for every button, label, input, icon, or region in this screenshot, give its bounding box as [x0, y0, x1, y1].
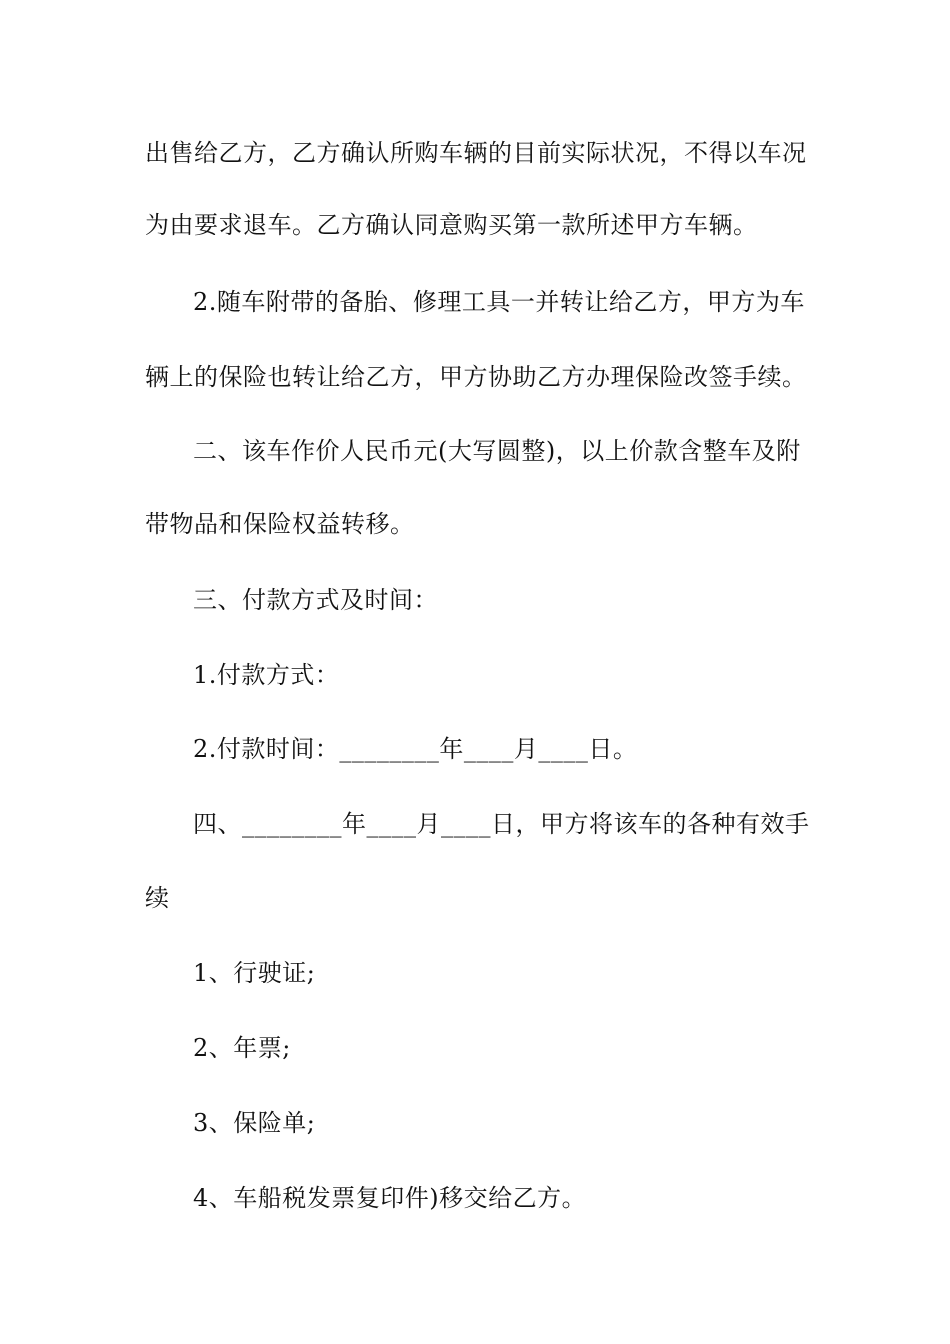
list-item: 2、年票; — [193, 1034, 291, 1062]
paragraph-line: 出售给乙方，乙方确认所购车辆的目前实际状况，不得以车况 — [145, 139, 807, 167]
list-item: 4、车船税发票复印件)移交给乙方。 — [193, 1184, 587, 1212]
paragraph-line: 2.随车附带的备胎、修理工具一并转让给乙方，甲方为车 — [193, 288, 805, 316]
paragraph-line: 辆上的保险也转让给乙方，甲方协助乙方办理保险改签手续。 — [145, 363, 807, 391]
list-item: 1、行驶证; — [193, 959, 316, 987]
paragraph-line: 四、________年____月____日，甲方将该车的各种有效手 — [193, 810, 810, 838]
paragraph-line: 续 — [145, 884, 170, 912]
paragraph-line: 带物品和保险权益转移。 — [145, 510, 415, 538]
list-item: 3、保险单; — [193, 1109, 316, 1137]
list-item: 1.付款方式： — [193, 661, 340, 689]
paragraph-line: 为由要求退车。乙方确认同意购买第一款所述甲方车辆。 — [145, 211, 758, 239]
paragraph-line: 二、该车作价人民币元(大写圆整)，以上价款含整车及附 — [193, 437, 801, 465]
section-heading: 三、付款方式及时间： — [193, 586, 438, 614]
list-item: 2.付款时间：________年____月____日。 — [193, 735, 638, 763]
